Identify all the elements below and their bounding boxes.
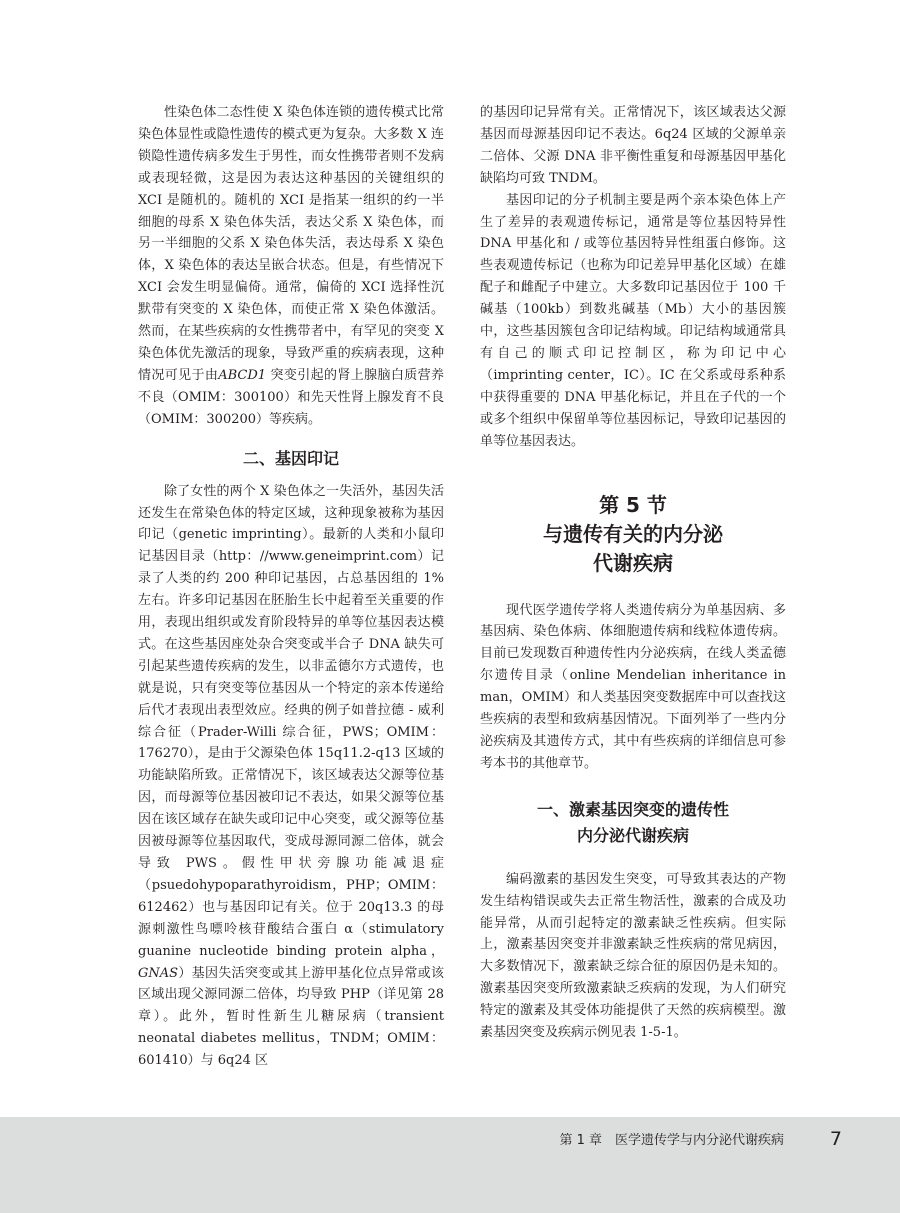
section-title-line-2: 代谢疾病 <box>593 550 673 575</box>
gene-name-abcd1: ABCD1 <box>218 367 267 383</box>
right-column <box>480 102 786 1044</box>
paragraph-section-intro: 现代医学遗传学将人类遗传病分为单基因病、多基因病、染色体病、体细胞遗传病和线粒体遗传病。目前已发现数百种遗传性内分泌疾病，在线人类孟德尔遗传目录（online Mendelian inheritance in man，OMIM）和人类基因突变数据库中可以查找这些疾病的表型和致病基因情况。下面列举了一些内分泌疾病及其遗传方式，其中有些疾病的详细信息可参考本书的其他章节。 <box>480 602 786 771</box>
paragraph-genetic-imprinting: 除了女性的两个 X 染色体之一失活外，基因失活还发生在常染色体的特定区域，这种现象被称为基因印记（genetic imprinting）。最新的人类和小鼠印记基因目录（http：//www.geneimprint.com）记录了人类的约 200 种印记基因，占总基因组的 1% 左右。许多印记基因在胚胎生长中起着至关重要的作用，表现出组织或发育阶段特异的单等位基因表达模式。在这些基因座处杂合突变或半合子 DNA 缺失可引起某些遗传疾病的发生，以非孟德尔方式遗传，也就是说，只有突变等位基因从一个特定的亲本传递给后代才表现出表型效应。经典的例子如普拉德 - 威利综合征（Prader-Willi 综合征，PWS；OMIM：176270），是由于父源染色体 15q11.2-q13 区域的功能缺陷所致。正常情况下，该区域表达父源等位基因，而母源等位基因被印记不表达，如果父源等位基因在该区域存在缺失或印记中心突变，或父源等位基因被母源等位基因取代，变成母源同源二倍体，就会导致 PWS。假性甲状旁腺功能减退症（psuedohypoparathyroidism，PHP；OMIM：612462）也与基因印记有关。位于 20q13.3 的母源刺激性鸟嘌呤核苷酸结合蛋白 α（stimulatory guanine nucleotide binding protein alpha，GNAS）基因失活突变或其上游甲基化位点异常或该区域出现父源同源二倍体，均导致 PHP（详见第 28 章）。此外，暂时性新生儿糖尿病（transient neonatal diabetes mellitus，TNDM；OMIM：601410）与 6q24 区 <box>138 483 444 1069</box>
subheading-line-1: 一、激素基因突变的遗传性 <box>536 799 729 819</box>
subheading-line-2: 内分泌代谢疾病 <box>576 825 689 845</box>
page-footer <box>0 1117 900 1213</box>
paragraph-tndm-continued: 的基因印记异常有关。正常情况下，该区域表达父源基因而母源基因印记不表达。6q24 区域的父源单亲二倍体、父源 DNA 非平衡性重复和母源基因甲基化缺陷均可致 TNDM。 <box>480 105 786 186</box>
section-title-line-1: 与遗传有关的内分泌 <box>543 521 723 546</box>
left-column <box>138 102 444 1072</box>
section-number: 第 5 节 <box>599 492 667 517</box>
paragraph-imprinting-mechanism: 基因印记的分子机制主要是两个亲本染色体上产生了差异的表观遗传标记，通常是等位基因特异性 DNA 甲基化和 / 或等位基因特异性组蛋白修饰。这些表观遗传标记（也称为印记差异甲基化区域）在雄配子和雌配子中建立。大多数印记基因位于 100 千碱基（100kb）到数兆碱基（Mb）大小的基因簇中，这些基因簇包含印记结构域。印记结构域通常具有自己的顺式印记控制区，称为印记中心（imprinting center，IC）。IC 在父系或母系种系中获得重要的 DNA 甲基化标记，并且在子代的一个或多个组织中保留单等位基因标记，导致印记基因的单等位基因表达。 <box>480 192 786 449</box>
paragraph-x-inactivation: 性染色体二态性使 X 染色体连锁的遗传模式比常染色体显性或隐性遗传的模式更为复杂。大多数 X 连锁隐性遗传病多发生于男性，而女性携带者则不发病或表现轻微，这是因为表达这种基因的关键组织的 XCI 是随机的。随机的 XCI 是指某一组织的约一半细胞的母系 X 染色体失活，表达父系 X 染色体，而另一半细胞的父系 X 染色体失活，表达母系 X 染色体，X 染色体的表达呈嵌合状态。但是，有些情况下 XCI 会发生明显偏倚。通常，偏倚的 XCI 选择性沉默带有突变的 X 染色体，而使正常 X 染色体激活。然而，在某些疾病的女性携带者中，有罕见的突变 X 染色体优先激活的现象，导致严重的疾病表现，这种情况可见于由ABCD1 突变引起的肾上腺脑白质营养不良（OMIM：300100）和先天性肾上腺发育不良（OMIM：300200）等疾病。 <box>138 105 444 427</box>
subheading-hormone-gene-mutation <box>480 797 786 849</box>
section-heading <box>480 491 786 578</box>
page-number: 7 <box>829 1128 842 1150</box>
heading-genetic-imprinting: 二、基因印记 <box>242 448 339 468</box>
gene-name-gnas: GNAS <box>138 965 179 981</box>
paragraph-hormone-gene-mutation: 编码激素的基因发生突变，可导致其表达的产物发生结构错误或失去正常生物活性，激素的合成及功能异常，从而引起特定的激素缺乏性疾病。但实际上，激素基因突变并非激素缺乏性疾病的常见病因，大多数情况下，激素缺乏综合征的原因仍是未知的。激素基因突变所致激素缺乏疾病的发现，为人们研究特定的激素及其受体功能提供了天然的疾病模型。激素基因突变及疾病示例见表 1-5-1。 <box>480 871 786 1041</box>
footer-chapter-title: 第 1 章 医学遗传学与内分泌代谢疾病 <box>559 1133 784 1148</box>
